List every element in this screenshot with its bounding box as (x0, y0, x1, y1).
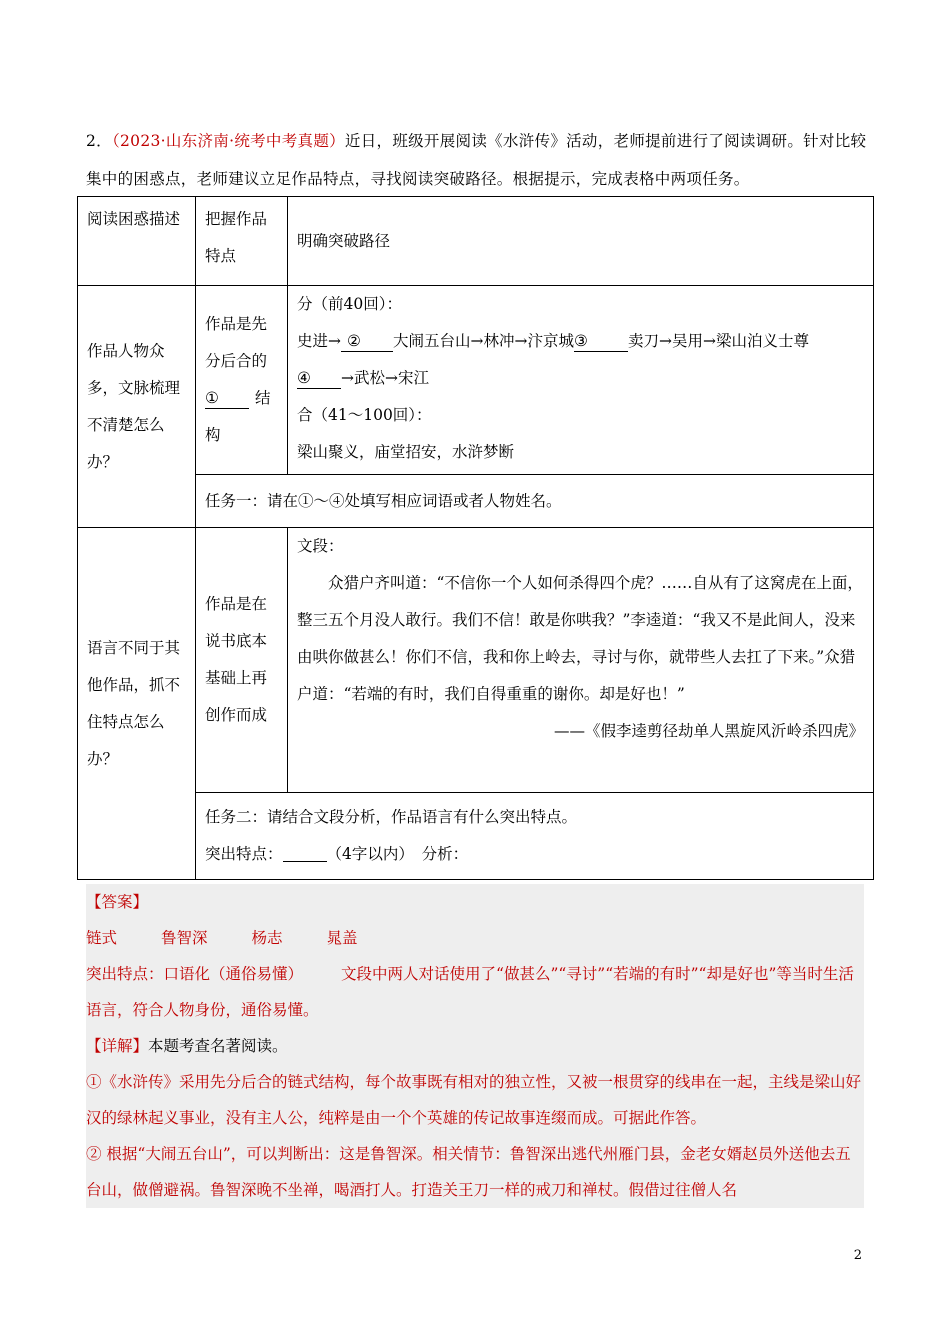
row2-path (288, 528, 874, 793)
table-row (78, 286, 874, 475)
row1-confusion: 作品人物众多，文脉梳理不清楚怎么办？ (78, 286, 196, 528)
detail-intro: 【详解】本题考查名著阅读。 (86, 1037, 288, 1055)
page-number: 2 (853, 1248, 862, 1263)
blank-3: ③ (574, 331, 628, 352)
table-header-row (78, 197, 874, 286)
row1-feature: 作品是先分后合的① 结构 (196, 286, 288, 475)
blank-1: ① (205, 388, 249, 409)
answer-feature: 突出特点：口语化（通俗易懂） 文段中两人对话使用了“做甚么”“寻讨”“若端的有时”“却是好也”等当时生活语言，符合人物身份，通俗易懂。 (86, 965, 854, 1019)
passage-text: 众猎户齐叫道：“不信你一个人如何杀得四个虎？……自从有了这窝虎在上面，整三五个月没人敢行。我们不信！敢是你哄我？”李逵道：“我又不是此间人，没来由哄你做甚么！你们不信，我和你上岭去，寻讨与你，就带些人去扛了下来。”众猎户道：“若端的有时，我们自得重重的谢你。却是好也！” (297, 574, 863, 703)
answer-heading: 【答案】 (86, 893, 149, 911)
answer-section (86, 884, 864, 1208)
question-text: 近日，班级开展阅读《水浒传》活动，老师提前进行了阅读调研。针对比较集中的困惑点，老师建议立足作品特点，寻找阅读突破路径。根据提示，完成表格中两项任务。 (86, 132, 867, 188)
header-path: 明确突破路径 (288, 197, 874, 286)
task-one: 任务一：请在①～④处填写相应词语或者人物姓名。 (196, 475, 874, 528)
blank-2: ② (341, 331, 393, 352)
feature-blank (283, 843, 327, 862)
row1-path: 分（前40回）： 史进→ ② 大闹五台山→林冲→汴京城③ 卖刀→吴用→梁山泊义士尊 ④ →武松→宋江 合（41～100回）： 梁山聚义，庙堂招安，水浒梦断 (288, 286, 874, 475)
blank-4: ④ (297, 368, 341, 389)
detail-2: ② 根据“大闹五台山”，可以判断出：这是鲁智深。相关情节：鲁智深出逃代州雁门县，金老女婿赵员外送他去五台山，做僧避祸。鲁智深晚不坐禅，喝酒打人。打造关王刀一样的戒刀和禅杖。假借过往僧人名 (86, 1145, 851, 1199)
header-feature: 把握作品特点 (196, 197, 288, 286)
passage-citation: ——《假李逵剪径劫单人黑旋风沂岭杀四虎》 (553, 722, 864, 740)
task-two: 任务二：请结合文段分析，作品语言有什么突出特点。 突出特点： （4字以内） 分析： (196, 793, 874, 880)
answer-blanks: 链式 鲁智深 杨志 晁盖 (86, 929, 358, 947)
reading-table (77, 196, 874, 880)
question-number: 2． (86, 132, 112, 150)
header-confusion: 阅读困惑描述 (78, 197, 196, 286)
table-row (78, 793, 874, 880)
row2-feature: 作品是在说书底本基础上再创作而成 (196, 528, 288, 793)
question-intro (86, 122, 876, 198)
passage-label: 文段： (297, 537, 344, 555)
detail-1: ①《水浒传》采用先分后合的链式结构，每个故事既有相对的独立性，又被一根贯穿的线串在一起，主线是梁山好汉的绿林起义事业，没有主人公，纯粹是由一个个英雄的传记故事连缀而成。可据此作答。 (86, 1073, 862, 1127)
question-source: （2023·山东济南·统考中考真题） (111, 132, 345, 150)
row2-confusion: 语言不同于其他作品，抓不住特点怎么办？ (78, 528, 196, 880)
table-row (78, 528, 874, 793)
table-row (78, 475, 874, 528)
